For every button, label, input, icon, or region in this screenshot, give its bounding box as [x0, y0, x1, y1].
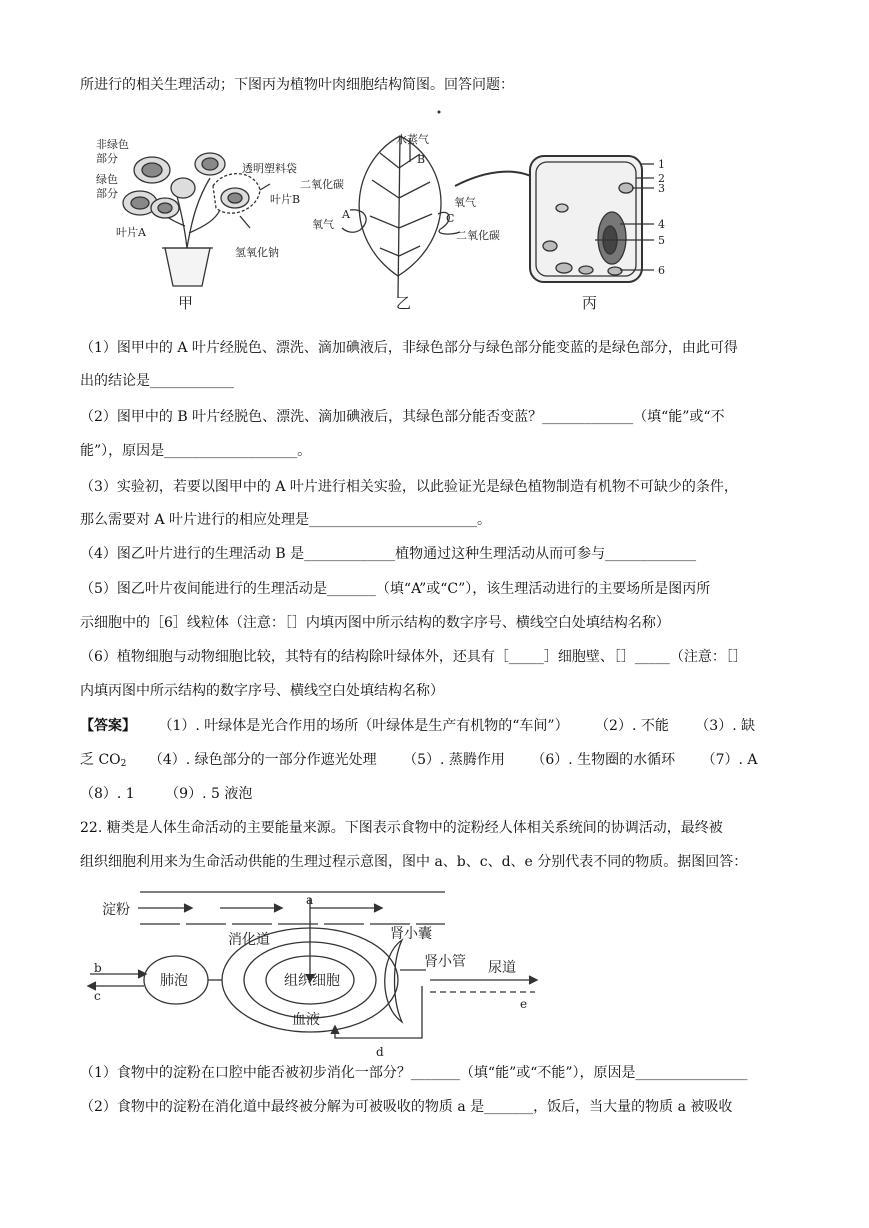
answer-tag: 【答案】 — [80, 718, 136, 734]
label-leaf-a: 叶片A — [116, 226, 146, 239]
question-1-line-1: （1）图甲中的 A 叶片经脱色、漂洗、滴加碘液后，非绿色部分与绿色部分能变蓝的是绿色部分，由此可得 — [80, 340, 738, 356]
answer-6: （6）. 生物圈的水循环 — [531, 752, 676, 768]
caption-jia: 甲 — [178, 294, 194, 312]
label-num-5: 5 — [658, 234, 665, 247]
label-c: c — [94, 989, 101, 1003]
label-num-2: 2 — [658, 172, 665, 185]
question-22-1: （1）食物中的淀粉在口腔中能否被初步消化一部分？_______（填“能”或“不能”），原因是________________ — [80, 1065, 748, 1081]
cell-diagram — [530, 156, 654, 282]
figure-digestion-circulation — [80, 880, 560, 1060]
label-b: B — [417, 153, 426, 166]
answer-9: （9）. 5 液泡 — [165, 786, 253, 802]
answer-line-3 — [80, 785, 252, 803]
label-green-2: 部分 — [96, 187, 118, 200]
label-b: b — [94, 961, 102, 975]
answer-2: （2）. 不能 — [595, 718, 669, 734]
question-1-line-2: 出的结论是____________ — [80, 373, 234, 389]
question-22-line-2: 组织细胞利用来为生命活动供能的生理过程示意图，图中 a、b、c、d、e 分别代表不同的物质。据图回答： — [80, 854, 748, 870]
label-blood: 血液 — [292, 1012, 320, 1028]
label-co2-left: 二氧化碳 — [300, 178, 344, 191]
label-e: e — [520, 997, 528, 1011]
figure-plant-leaf-cell — [80, 108, 700, 318]
label-a: A — [342, 208, 350, 221]
answer-line-2 — [80, 751, 758, 773]
label-a: a — [306, 893, 314, 907]
label-green: 绿色 — [96, 173, 118, 186]
answer-7: （7）. A — [701, 752, 758, 768]
label-tissue-cell: 组织细胞 — [284, 973, 340, 989]
question-22-line-1: 22. 糖类是人体生命活动的主要能量来源。下图表示食物中的淀粉经人体相关系统间的协调活动，最终被 — [80, 820, 723, 836]
answer-1: （1）. 叶绿体是光合作用的场所（叶绿体是生产有机物的“车间”） — [158, 718, 569, 734]
label-num-4: 4 — [658, 218, 665, 231]
caption-bing: 丙 — [582, 294, 598, 312]
label-alveoli: 肺泡 — [160, 973, 188, 989]
label-bowmans-capsule: 肾小囊 — [390, 926, 432, 942]
label-digestive-tract: 消化道 — [228, 932, 270, 948]
label-renal-tubule: 肾小管 — [424, 954, 466, 970]
answer-co2-subscript: 2 — [120, 759, 127, 769]
label-num-1: 1 — [658, 158, 665, 171]
question-3-line-1: （3）实验初，若要以图甲中的 A 叶片进行相关实验，以此验证光是绿色植物制造有机物不可缺少的条件， — [80, 479, 738, 495]
label-urethra: 尿道 — [488, 960, 516, 976]
question-4: （4）图乙叶片进行的生理活动 B 是_____________植物通过这种生理活动从而可参与_____________ — [80, 546, 697, 562]
question-3-line-2: 那么需要对 A 叶片进行的相应处理是________________________。 — [80, 512, 492, 528]
question-6-line-2: 内填丙图中所示结构的数字序号、横线空白处填结构名称） — [80, 683, 444, 699]
label-o2-left: 氧气 — [312, 218, 334, 231]
label-leaf-b: 叶片B — [270, 193, 301, 206]
question-6-line-1: （6）植物细胞与动物细胞比较，其特有的结构除叶绿体外，还具有［_____］细胞壁、［］_____（注意：［］ — [80, 649, 747, 665]
question-5-line-1: （5）图乙叶片夜间能进行的生理活动是_______（填“A”或“C”），该生理活动进行的主要场所是图丙所 — [80, 581, 711, 597]
dot-mark — [438, 111, 441, 114]
question-5-line-2: 示细胞中的［6］线粒体（注意：［］内填丙图中所示结构的数字序号、横线空白处填结构名称） — [80, 615, 670, 631]
leaf-diagram — [342, 136, 542, 298]
label-nongreen-2: 部分 — [96, 152, 118, 165]
label-o2-right: 氧气 — [454, 196, 476, 209]
label-num-3: 3 — [658, 182, 665, 195]
label-naoh: 氢氧化钠 — [235, 246, 279, 259]
label-num-6: 6 — [658, 264, 665, 277]
caption-yi: 乙 — [396, 294, 412, 312]
label-vapor: 水蒸气 — [396, 133, 429, 146]
question-2-line-2: 能”），原因是___________________。 — [80, 443, 312, 459]
label-c: C — [446, 212, 455, 225]
answer-8: （8）. 1 — [80, 786, 135, 802]
label-nongreen: 非绿色 — [96, 138, 129, 151]
answer-4: （4）. 绿色部分的一部分作遮光处理 — [148, 752, 377, 768]
question-2-line-1: （2）图甲中的 B 叶片经脱色、漂洗、滴加碘液后，其绿色部分能否变蓝？_____________（填“能”或“不 — [80, 409, 725, 425]
label-starch: 淀粉 — [102, 902, 130, 918]
answer-5: （5）. 蒸腾作用 — [403, 752, 505, 768]
question-22-2: （2）食物中的淀粉在消化道中最终被分解为可被吸收的物质 a 是_______，饭后，当大量的物质 a 被吸收 — [80, 1099, 733, 1115]
label-d: d — [376, 1045, 384, 1059]
intro-text: 所进行的相关生理活动；下图丙为植物叶肉细胞结构简图。回答问题： — [80, 77, 514, 93]
label-bag: 透明塑料袋 — [242, 162, 297, 175]
label-co2-right: 二氧化碳 — [456, 229, 500, 242]
answer-line-1 — [80, 717, 755, 735]
answer-3-cont: 乏 CO — [80, 752, 121, 768]
answer-3: （3）. 缺 — [695, 718, 756, 734]
